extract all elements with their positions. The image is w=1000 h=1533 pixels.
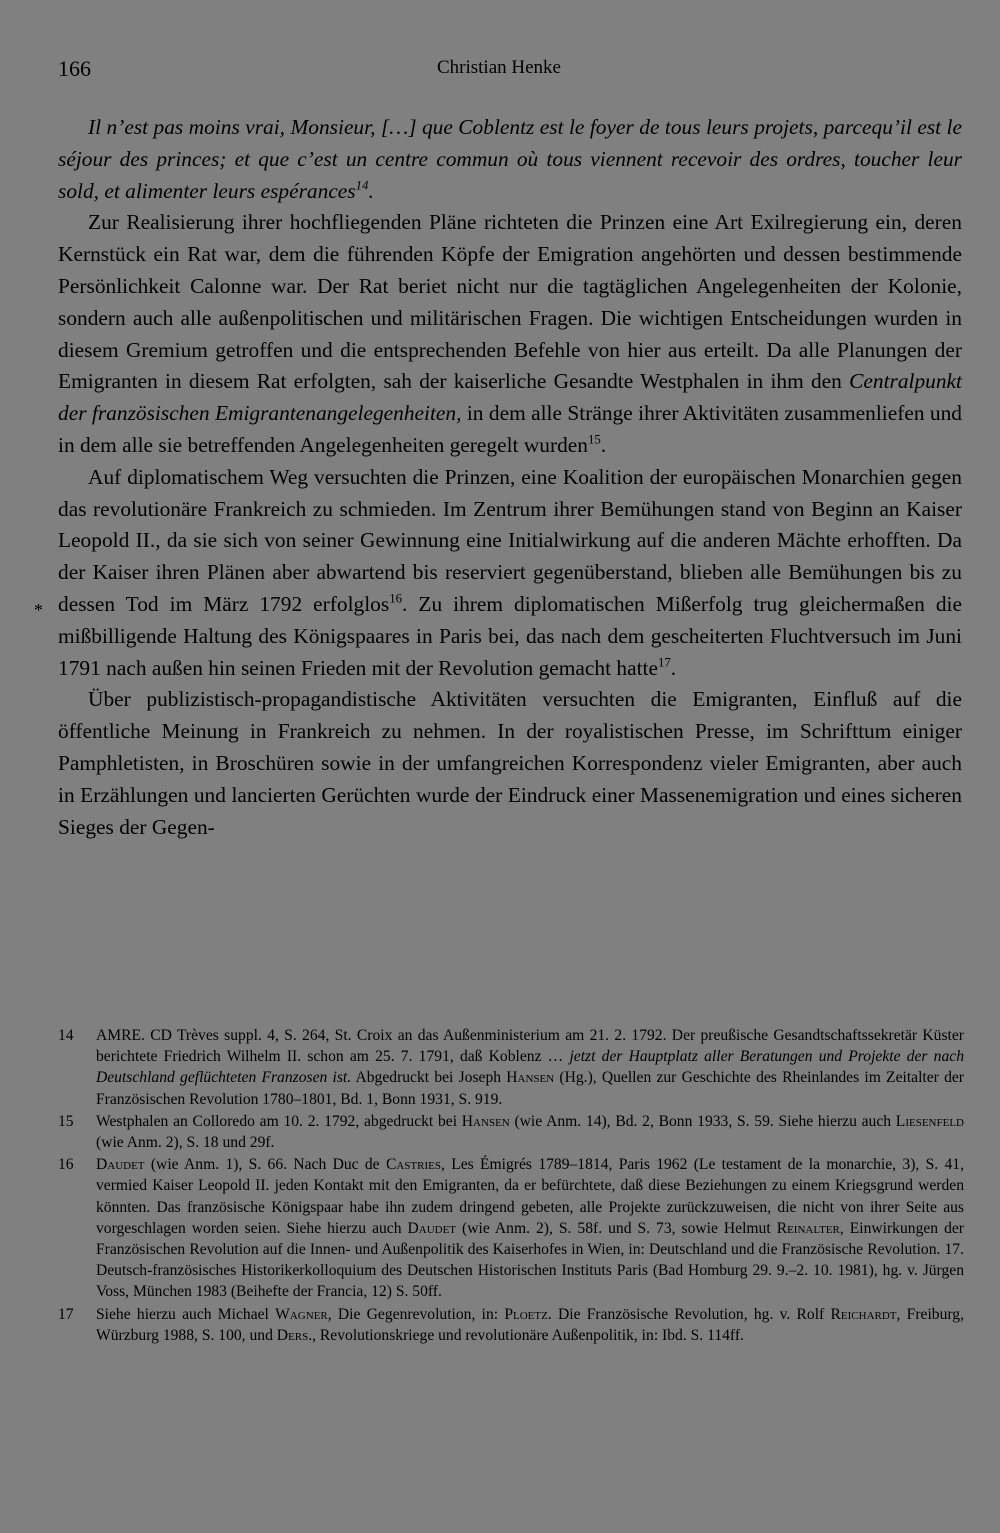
paragraph-2-text-b: . Zu ihrem diplomatischen Mißerfolg trug gleichermaßen die mißbilligende Haltung des Königspaares in Paris bei, das nach dem gescheiterten Fluchtversuch im Juni 1791 nach außen hin seinen Frieden mit der Revolution gemacht hatte (58, 591, 962, 680)
fn-segment: Siehe hierzu auch Michael (96, 1305, 276, 1323)
fn-segment: (Hg.), Quellen zur Geschichte des Rheinlandes im Zeitalter der Französischen Revolution 1780–1801, Bd. 1, Bonn 1931, S. 919. (96, 1069, 964, 1108)
footnote-ref-14: 14 (355, 178, 369, 193)
footnote-text (96, 1154, 964, 1302)
fn-author: Castries (385, 1156, 441, 1174)
main-text (58, 112, 962, 843)
paragraph-1-emphasis: Centralpunkt der französischen Emigrantenangelegenheiten, (58, 369, 962, 426)
fn-author: Hansen (506, 1069, 555, 1087)
quote-paragraph: Il n’est pas moins vrai, Monsieur, […] que Coblentz est le foyer de tous leurs projets, parcequ’il est le séjour des princes; et que c’est un centre commun où tous viennent recevoir des ordres, toucher leur sold, et alimenter leurs espérances$^{14}$. (58, 115, 962, 203)
footnote-17 (58, 1304, 964, 1346)
footnote-number: 16 (58, 1156, 74, 1174)
fn-author: Reinalter (776, 1219, 840, 1237)
paragraph-2 (58, 462, 962, 685)
page-header (58, 56, 940, 86)
running-head: Christian Henke (436, 57, 561, 78)
footnote-text (96, 1111, 964, 1153)
fn-segment: . Die Französische Revolution, hg. v. Rolf (547, 1305, 831, 1323)
fn-author: Liesenfeld (895, 1112, 964, 1130)
footnote-number: 15 (58, 1112, 74, 1130)
fn-segment: , Die Gegenrevolution, in: (327, 1305, 505, 1323)
fn-segment: , Les Émigrés 1789–1814, Paris 1962 (Le testament de la monarchie, 3), S. 41, vermied Kaiser Leopold II. jeden Kontakt mit den Emigranten, da er befürchtete, daß diese Beziehungen zu einem Kriegsgrund werden könnten. Das französische Königspaar habe ihn zudem dringend gebeten, alle Projekte zurückzuweisen, die nicht von ihrer Seite aus vorgeschlagen worden seien. Siehe hierzu auch (96, 1156, 965, 1237)
footnote-15 (58, 1111, 964, 1153)
footnote-ref-16: 16 (389, 591, 403, 606)
fn-segment: (wie Anm. 1), S. 66. Nach Duc de (144, 1156, 386, 1174)
fn-segment: Abgedruckt bei Joseph (351, 1069, 507, 1087)
margin-mark: * (34, 600, 43, 620)
footnote-number: 17 (58, 1305, 74, 1323)
fn-italic: jetzt der Hauptplatz aller Beratungen und Projekte der nach Deutschland geflüchteten Franzosen ist. (96, 1048, 964, 1087)
paragraph-1-text-a: Zur Realisierung ihrer hochfliegenden Pläne richteten die Prinzen eine Art Exilregierung ein, deren Kernstück ein Rat war, dem die führenden Köpfe der Emigration angehörten und dessen bestimmende Persönlichkeit Calonne war. Der Rat beriet nicht nur die tagtäglichen Angelegenheiten der Kolonie, sondern auch alle außenpolitischen und militärischen Fragen. Die wichtigen Entscheidungen wurden in diesem Gremium getroffen und die entsprechenden Befehle von hier aus erteilt. Da alle Planungen der Emigranten in diesem Rat erfolgten, sah der kaiserliche Gesandte Westphalen in ihm den (58, 210, 962, 394)
fn-segment: AMRE. CD Trèves suppl. 4, S. 264, St. Croix an das Außenministerium am 21. 2. 1792. Der preußische Gesandtschaftssekretär Küster berichtete Friedrich Wilhelm II. schon am 25. 7. 1791, daß Koblenz … (96, 1027, 964, 1066)
footnote-text (96, 1025, 964, 1110)
footnote-text (96, 1304, 964, 1346)
fn-segment: (wie Anm. 2), S. 58f. und S. 73, sowie Helmut (456, 1219, 777, 1237)
paragraph-2-end: . (670, 655, 677, 680)
fn-author: Ploetz (504, 1305, 548, 1323)
fn-author: Daudet (96, 1156, 145, 1174)
fn-author: Wagner (275, 1305, 328, 1323)
fn-segment: , Freiburg, Würzburg 1988, S. 100, und (96, 1305, 964, 1344)
paragraph-3: Über publizistisch-propagandistische Aktivitäten versuchten die Emigranten, Einfluß auf die öffentliche Meinung in Frankreich zu nehmen. In der royalistischen Presse, im Schrifttum einiger Pamphletisten, in Broschüren sowie in der umfangreichen Korrespondenz vieler Emigranten, aber auch in Erzählungen und lancierten Gerüchten wurde der Eindruck einer Massenemigration und eines sicheren Sieges der Gegen- (58, 687, 962, 839)
fn-segment: , Revolutionskriege und revolutionäre Außenpolitik, in: Ibd. S. 114ff. (312, 1326, 744, 1344)
fn-author: Ders. (276, 1326, 313, 1344)
paragraph-2-text-a: Auf diplomatischem Weg versuchten die Prinzen, eine Koalition der europäischen Monarchien gegen das revolutionäre Frankreich zu schmieden. Im Zentrum ihrer Bemühungen stand von Beginn an Kaiser Leopold II., da sie sich von seiner Gewinnung eine Initialwirkung auf die anderen Mächte erhofften. Da der Kaiser ihren Plänen aber abwartend bis reserviert gegenüberstand, blieben alle Bemühungen bis zu dessen Tod im März 1792 erfolglos (58, 464, 962, 616)
quote-text: Il n’est pas moins vrai, Monsieur, […] que Coblentz est le foyer de tous leurs projets, parcequ’il est le séjour des princes; et que c’est un centre commun où tous viennent recevoir des ordres, toucher leur sold, et alimenter leurs espérances (58, 115, 962, 203)
paragraph-1-text-b: in dem alle Stränge ihrer Aktivitäten zusammenliefen und in dem alle sie betreffenden Angelegenheiten geregelt wurden (58, 401, 962, 457)
paragraph-1-end: . (600, 432, 607, 457)
footnote-ref-15: 15 (588, 432, 601, 447)
footnotes (58, 1025, 964, 1347)
paragraph-1 (58, 207, 962, 461)
page-number: 166 (58, 56, 91, 81)
footnote-16 (58, 1154, 964, 1302)
fn-segment: (wie Anm. 2), S. 18 und 29f. (96, 1134, 275, 1152)
fn-segment: (wie Anm. 14), Bd. 2, Bonn 1933, S. 59. Siehe hierzu auch (509, 1112, 896, 1130)
fn-author: Hansen (461, 1112, 510, 1130)
footnote-number: 14 (58, 1027, 74, 1044)
footnote-ref-17: 17 (657, 655, 671, 670)
fn-segment: Westphalen an Colloredo am 10. 2. 1792, abgedruckt bei (96, 1112, 462, 1130)
footnote-14 (58, 1025, 964, 1110)
fn-segment: , Einwirkungen der Französischen Revolution auf die Innen- und Außenpolitik des Kaiserhofes in Wien, in: Deutschland und die Französische Revolution. 17. Deutsch-französisches Historikerkolloquium des Deutschen Historischen Instituts Paris (Bad Homburg 29. 9.–2. 10. 1981), hg. v. Jürgen Voss, München 1983 (Beihefte der Francia, 12) S. 50ff. (96, 1219, 964, 1301)
fn-author: Reichardt (830, 1305, 897, 1323)
fn-author: Daudet (407, 1219, 457, 1237)
